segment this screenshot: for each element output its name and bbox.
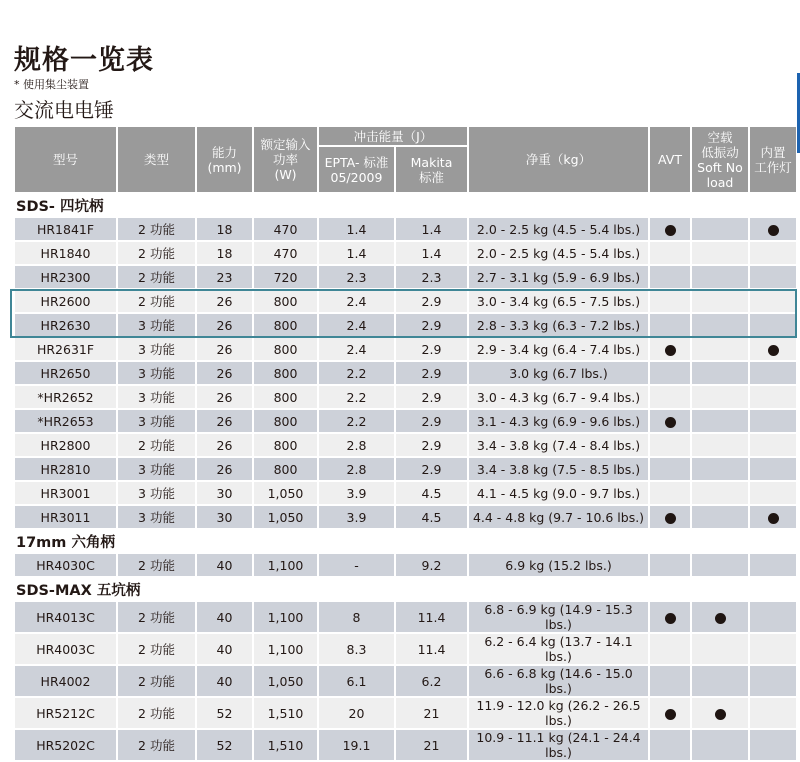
cell-epta: 2.8 (319, 458, 394, 480)
cell-softno (692, 338, 748, 360)
cell-makita: 2.9 (396, 386, 467, 408)
feature-dot-icon (665, 513, 676, 524)
cell-type: 3 功能 (118, 362, 195, 384)
header-work-light: 内置 工作灯 (750, 127, 796, 192)
cell-weight: 10.9 - 11.1 kg (24.1 - 24.4 lbs.) (469, 730, 648, 760)
cell-model: HR4003C (15, 634, 116, 664)
cell-epta: 2.4 (319, 290, 394, 312)
table-row (15, 410, 796, 432)
cell-model: *HR2652 (15, 386, 116, 408)
cell-epta: 19.1 (319, 730, 394, 760)
table-row (15, 666, 796, 696)
cell-weight: 3.4 - 3.8 kg (7.5 - 8.5 lbs.) (469, 458, 648, 480)
cell-power: 1,050 (254, 482, 317, 504)
cell-weight: 3.0 - 3.4 kg (6.5 - 7.5 lbs.) (469, 290, 648, 312)
table-row (15, 314, 796, 336)
header-impact-energy: 冲击能量（J） (319, 127, 467, 145)
cell-power: 800 (254, 314, 317, 336)
cell-epta: 1.4 (319, 218, 394, 240)
cell-type: 2 功能 (118, 554, 195, 576)
cell-capacity: 18 (197, 218, 252, 240)
cell-softno (692, 314, 748, 336)
cell-makita: 2.9 (396, 290, 467, 312)
cell-type: 2 功能 (118, 634, 195, 664)
cell-epta: 2.4 (319, 314, 394, 336)
cell-capacity: 26 (197, 314, 252, 336)
feature-dot-icon (768, 345, 779, 356)
cell-model: HR1841F (15, 218, 116, 240)
cell-type: 2 功能 (118, 218, 195, 240)
cell-type: 2 功能 (118, 666, 195, 696)
cell-light (750, 458, 796, 480)
cell-avt (650, 602, 690, 632)
cell-weight: 6.8 - 6.9 kg (14.9 - 15.3 lbs.) (469, 602, 648, 632)
cell-power: 800 (254, 386, 317, 408)
cell-type: 2 功能 (118, 266, 195, 288)
table-row (15, 482, 796, 504)
cell-model: *HR2653 (15, 410, 116, 432)
cell-power: 1,050 (254, 506, 317, 528)
cell-weight: 2.7 - 3.1 kg (5.9 - 6.9 lbs.) (469, 266, 648, 288)
cell-capacity: 26 (197, 362, 252, 384)
cell-power: 1,510 (254, 698, 317, 728)
cell-model: HR2631F (15, 338, 116, 360)
cell-makita: 4.5 (396, 506, 467, 528)
cell-avt (650, 634, 690, 664)
cell-weight: 3.1 - 4.3 kg (6.9 - 9.6 lbs.) (469, 410, 648, 432)
cell-epta: 2.4 (319, 338, 394, 360)
cell-epta: 3.9 (319, 482, 394, 504)
cell-weight: 6.9 kg (15.2 lbs.) (469, 554, 648, 576)
section-heading: 17mm 六角柄 (15, 530, 796, 552)
cell-makita: 1.4 (396, 218, 467, 240)
cell-softno (692, 362, 748, 384)
cell-light (750, 338, 796, 360)
cell-makita: 11.4 (396, 634, 467, 664)
cell-makita: 2.3 (396, 266, 467, 288)
cell-softno (692, 602, 748, 632)
cell-avt (650, 434, 690, 456)
cell-capacity: 26 (197, 290, 252, 312)
cell-makita: 1.4 (396, 242, 467, 264)
cell-weight: 3.0 kg (6.7 lbs.) (469, 362, 648, 384)
cell-power: 800 (254, 434, 317, 456)
cell-epta: 8 (319, 602, 394, 632)
cell-power: 800 (254, 410, 317, 432)
dust-collector-note: * 使用集尘装置 (14, 78, 89, 91)
cell-softno (692, 554, 748, 576)
feature-dot-icon (768, 225, 779, 236)
cell-light (750, 482, 796, 504)
cell-type: 2 功能 (118, 434, 195, 456)
cell-power: 470 (254, 218, 317, 240)
cell-model: HR2630 (15, 314, 116, 336)
section-heading: SDS-MAX 五坑柄 (15, 578, 796, 600)
cell-capacity: 52 (197, 730, 252, 760)
cell-light (750, 698, 796, 728)
cell-capacity: 30 (197, 482, 252, 504)
cell-weight: 2.0 - 2.5 kg (4.5 - 5.4 lbs.) (469, 218, 648, 240)
cell-model: HR2800 (15, 434, 116, 456)
cell-epta: 2.2 (319, 362, 394, 384)
cell-light (750, 290, 796, 312)
cell-capacity: 18 (197, 242, 252, 264)
cell-softno (692, 698, 748, 728)
cell-capacity: 40 (197, 666, 252, 696)
cell-power: 1,100 (254, 634, 317, 664)
cell-makita: 21 (396, 698, 467, 728)
cell-power: 470 (254, 242, 317, 264)
feature-dot-icon (665, 417, 676, 428)
cell-weight: 6.6 - 6.8 kg (14.6 - 15.0 lbs.) (469, 666, 648, 696)
cell-softno (692, 434, 748, 456)
cell-light (750, 242, 796, 264)
cell-light (750, 730, 796, 760)
cell-capacity: 26 (197, 386, 252, 408)
cell-light (750, 434, 796, 456)
cell-model: HR5212C (15, 698, 116, 728)
spec-table (13, 125, 798, 762)
cell-avt (650, 506, 690, 528)
feature-dot-icon (665, 345, 676, 356)
cell-avt (650, 410, 690, 432)
cell-weight: 4.4 - 4.8 kg (9.7 - 10.6 lbs.) (469, 506, 648, 528)
cell-weight: 2.9 - 3.4 kg (6.4 - 7.4 lbs.) (469, 338, 648, 360)
cell-light (750, 506, 796, 528)
cell-softno (692, 634, 748, 664)
cell-weight: 3.4 - 3.8 kg (7.4 - 8.4 lbs.) (469, 434, 648, 456)
cell-makita: 4.5 (396, 482, 467, 504)
cell-power: 800 (254, 290, 317, 312)
cell-makita: 21 (396, 730, 467, 760)
cell-type: 3 功能 (118, 386, 195, 408)
cell-light (750, 602, 796, 632)
cell-type: 3 功能 (118, 482, 195, 504)
cell-model: HR5202C (15, 730, 116, 760)
cell-light (750, 386, 796, 408)
feature-dot-icon (665, 613, 676, 624)
cell-epta: 2.8 (319, 434, 394, 456)
header-type: 类型 (118, 127, 195, 192)
cell-capacity: 26 (197, 458, 252, 480)
cell-model: HR1840 (15, 242, 116, 264)
cell-capacity: 26 (197, 434, 252, 456)
table-row (15, 290, 796, 312)
cell-light (750, 362, 796, 384)
header-soft-no-load: 空载 低振动 Soft No load (692, 127, 748, 192)
cell-weight: 2.0 - 2.5 kg (4.5 - 5.4 lbs.) (469, 242, 648, 264)
cell-avt (650, 386, 690, 408)
cell-type: 3 功能 (118, 458, 195, 480)
cell-epta: 1.4 (319, 242, 394, 264)
cell-weight: 11.9 - 12.0 kg (26.2 - 26.5 lbs.) (469, 698, 648, 728)
table-row (15, 362, 796, 384)
cell-model: HR2600 (15, 290, 116, 312)
cell-capacity: 23 (197, 266, 252, 288)
cell-avt (650, 458, 690, 480)
header-epta: EPTA- 标准 05/2009 (319, 147, 394, 192)
cell-makita: 11.4 (396, 602, 467, 632)
cell-softno (692, 666, 748, 696)
header-model: 型号 (15, 127, 116, 192)
table-row (15, 698, 796, 728)
cell-type: 2 功能 (118, 730, 195, 760)
cell-avt (650, 666, 690, 696)
cell-avt (650, 266, 690, 288)
cell-power: 800 (254, 362, 317, 384)
cell-power: 800 (254, 458, 317, 480)
cell-weight: 6.2 - 6.4 kg (13.7 - 14.1 lbs.) (469, 634, 648, 664)
cell-makita: 2.9 (396, 410, 467, 432)
cell-softno (692, 506, 748, 528)
cell-capacity: 26 (197, 338, 252, 360)
header-power: 额定输入 功率 (W) (254, 127, 317, 192)
cell-avt (650, 242, 690, 264)
cell-avt (650, 362, 690, 384)
cell-makita: 2.9 (396, 362, 467, 384)
cell-softno (692, 458, 748, 480)
cell-epta: 2.2 (319, 410, 394, 432)
cell-capacity: 52 (197, 698, 252, 728)
cell-type: 3 功能 (118, 506, 195, 528)
cell-avt (650, 554, 690, 576)
cell-power: 1,050 (254, 666, 317, 696)
table-row (15, 458, 796, 480)
cell-avt (650, 698, 690, 728)
table-row (15, 634, 796, 664)
cell-capacity: 40 (197, 602, 252, 632)
cell-model: HR4030C (15, 554, 116, 576)
cell-epta: - (319, 554, 394, 576)
cell-light (750, 410, 796, 432)
cell-avt (650, 338, 690, 360)
feature-dot-icon (715, 613, 726, 624)
cell-makita: 2.9 (396, 458, 467, 480)
cell-epta: 3.9 (319, 506, 394, 528)
feature-dot-icon (768, 513, 779, 524)
cell-epta: 6.1 (319, 666, 394, 696)
table-row (15, 266, 796, 288)
cell-epta: 20 (319, 698, 394, 728)
cell-softno (692, 482, 748, 504)
table-row (15, 506, 796, 528)
cell-epta: 2.2 (319, 386, 394, 408)
cell-model: HR3011 (15, 506, 116, 528)
cell-type: 2 功能 (118, 602, 195, 632)
cell-epta: 2.3 (319, 266, 394, 288)
header-weight: 净重（kg） (469, 127, 648, 192)
cell-type: 3 功能 (118, 314, 195, 336)
cell-softno (692, 410, 748, 432)
cell-light (750, 218, 796, 240)
cell-model: HR4013C (15, 602, 116, 632)
feature-dot-icon (665, 709, 676, 720)
cell-capacity: 30 (197, 506, 252, 528)
spec-table-body (15, 194, 796, 760)
cell-light (750, 554, 796, 576)
cell-power: 720 (254, 266, 317, 288)
cell-type: 2 功能 (118, 698, 195, 728)
feature-dot-icon (715, 709, 726, 720)
cell-type: 2 功能 (118, 290, 195, 312)
cell-weight: 3.0 - 4.3 kg (6.7 - 9.4 lbs.) (469, 386, 648, 408)
cell-softno (692, 266, 748, 288)
cell-avt (650, 290, 690, 312)
cell-light (750, 314, 796, 336)
cell-model: HR3001 (15, 482, 116, 504)
cell-model: HR4002 (15, 666, 116, 696)
cell-power: 1,510 (254, 730, 317, 760)
cell-makita: 2.9 (396, 314, 467, 336)
cell-light (750, 666, 796, 696)
cell-type: 3 功能 (118, 410, 195, 432)
cell-capacity: 40 (197, 634, 252, 664)
page-title: 规格一览表 (14, 45, 154, 76)
cell-model: HR2650 (15, 362, 116, 384)
cell-makita: 2.9 (396, 434, 467, 456)
cell-power: 800 (254, 338, 317, 360)
cell-power: 1,100 (254, 602, 317, 632)
section-heading: SDS- 四坑柄 (15, 194, 796, 216)
table-row (15, 434, 796, 456)
cell-makita: 6.2 (396, 666, 467, 696)
table-row (15, 554, 796, 576)
cell-makita: 2.9 (396, 338, 467, 360)
table-row (15, 242, 796, 264)
section-subtitle: 交流电电锤 (14, 98, 114, 122)
cell-epta: 8.3 (319, 634, 394, 664)
feature-dot-icon (665, 225, 676, 236)
cell-softno (692, 242, 748, 264)
cell-avt (650, 482, 690, 504)
cell-type: 2 功能 (118, 242, 195, 264)
table-row (15, 602, 796, 632)
cell-avt (650, 314, 690, 336)
cell-avt (650, 730, 690, 760)
cell-light (750, 266, 796, 288)
cell-softno (692, 730, 748, 760)
table-row (15, 386, 796, 408)
cell-softno (692, 386, 748, 408)
cell-weight: 4.1 - 4.5 kg (9.0 - 9.7 lbs.) (469, 482, 648, 504)
cell-softno (692, 290, 748, 312)
header-capacity: 能力 (mm) (197, 127, 252, 192)
cell-makita: 9.2 (396, 554, 467, 576)
cell-softno (692, 218, 748, 240)
cell-avt (650, 218, 690, 240)
cell-power: 1,100 (254, 554, 317, 576)
table-row (15, 338, 796, 360)
table-row (15, 218, 796, 240)
cell-model: HR2810 (15, 458, 116, 480)
cell-model: HR2300 (15, 266, 116, 288)
cell-capacity: 40 (197, 554, 252, 576)
table-row (15, 730, 796, 760)
cell-light (750, 634, 796, 664)
header-makita: Makita 标准 (396, 147, 467, 192)
cell-capacity: 26 (197, 410, 252, 432)
cell-weight: 2.8 - 3.3 kg (6.3 - 7.2 lbs.) (469, 314, 648, 336)
header-avt: AVT (650, 127, 690, 192)
cell-type: 3 功能 (118, 338, 195, 360)
